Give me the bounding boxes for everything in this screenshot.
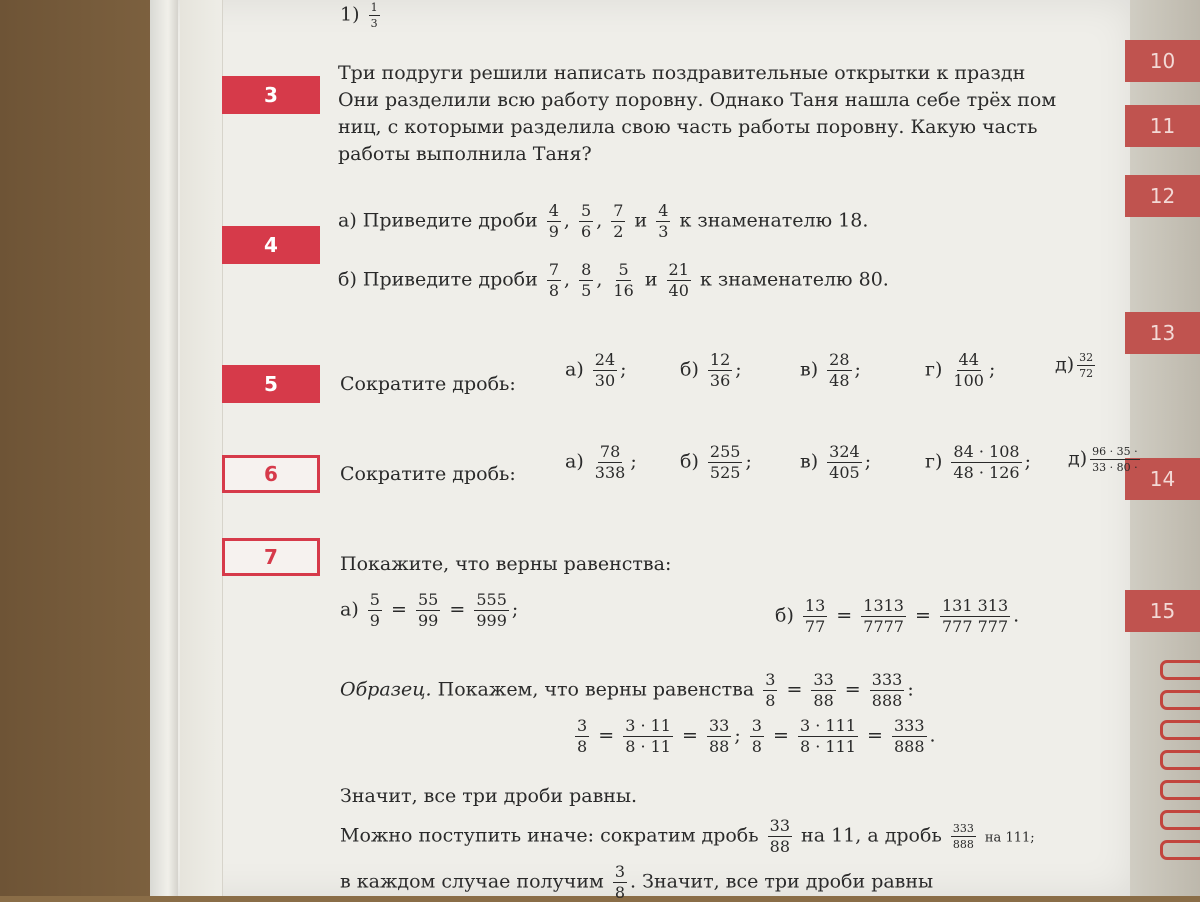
sample-calculation: $\frac{3}{8}$ = $\frac{3 \cdot 11}{8 \cdot 11}$ = $\frac{33}{88}$ ; $\frac{3}{8}$ = $\frac{3 \cdot 111}{8 \cdot 111}$ = $\frac{333}{888}$ . (577, 716, 936, 756)
problem-6-item-c: в) $\frac{324}{405}$ ; (800, 442, 872, 482)
problem-5-item-c: в) $\frac{28}{48}$ ; (800, 350, 861, 390)
page-margin (180, 0, 223, 896)
fraction-denominator: 3 (370, 17, 378, 30)
spiral-ring (1160, 840, 1200, 860)
side-tab-11: 11 (1125, 105, 1200, 147)
spiral-ring (1160, 720, 1200, 740)
problem-number-4: 4 (222, 226, 320, 264)
problem-3-line-2: Они разделили всю работу поровну. Однако Таня нашла себе трёх пом (338, 89, 1057, 111)
problem-5-item-b: б) $\frac{12}{36}$ ; (680, 350, 742, 390)
problem-4b: б) Приведите дроби $\frac{7}{8}$ , $\frac{8}{5}$ , $\frac{5}{16}$ и $\frac{21}{40}$ к знаменателю 80. (338, 260, 889, 300)
problem-number-5: 5 (222, 365, 320, 403)
spiral-ring (1160, 810, 1200, 830)
previous-answer-line: 1) $\frac{1}{3}$ (340, 1, 378, 30)
problem-5-item-e: д) $\frac{32}{72}$ (1055, 351, 1094, 380)
problem-6-item-e: д) $\frac{96 \cdot 35 \cdot}{33 \cdot 80 \cdot}$ (1068, 445, 1138, 474)
side-tab-12: 12 (1125, 175, 1200, 217)
side-tab-10: 10 (1125, 40, 1200, 82)
spiral-ring (1160, 690, 1200, 710)
problem-6-item-a: а) $\frac{78}{338}$ ; (565, 442, 637, 482)
fraction-numerator: 1 (370, 1, 378, 14)
problem-7b: б) $\frac{13}{77}$ = $\frac{1313}{7777}$ = $\frac{131 313}{777 777}$ . (775, 596, 1020, 636)
final-line: в каждом случае получим $\frac{3}{8}$ . Значит, все три дроби равны (340, 862, 934, 902)
alternative-method-line: Можно поступить иначе: сократим дробь $\frac{33}{88}$ на 11, а дробь $\frac{333}{888}$ на 111; (340, 816, 1035, 856)
problem-number-3: 3 (222, 76, 320, 114)
problem-4a: а) Приведите дроби $\frac{4}{9}$ , $\frac{5}{6}$ , $\frac{7}{2}$ и $\frac{4}{3}$ к знаменателю 18. (338, 201, 869, 241)
problem-number-7: 7 (222, 538, 320, 576)
problem-number-6: 6 (222, 455, 320, 493)
side-tab-14: 14 (1125, 458, 1200, 500)
problem-6-item-d: г) $\frac{84 \cdot 108}{48 \cdot 126}$ ; (925, 442, 1031, 482)
conclusion-line: Значит, все три дроби равны. (340, 785, 638, 807)
problem-7a: а) $\frac{5}{9}$ = $\frac{55}{99}$ = $\frac{555}{999}$ ; (340, 590, 519, 630)
problem-3-line-3: ниц, с которыми разделила свою часть работы поровну. Какую часть (338, 116, 1038, 138)
problem-3-line-1: Три подруги решили написать поздравительные открытки к праздн (338, 62, 1026, 84)
side-tab-15: 15 (1125, 590, 1200, 632)
spiral-ring (1160, 750, 1200, 770)
side-tab-13: 13 (1125, 312, 1200, 354)
sample-line: Образец. Покажем, что верны равенства $\frac{3}{8}$ = $\frac{33}{88}$ = $\frac{333}{888}$ : (340, 670, 914, 710)
plastic-sleeve-edge (150, 0, 181, 896)
problem-6-item-b: б) $\frac{255}{525}$ ; (680, 442, 752, 482)
problem-3-line-4: работы выполнила Таня? (338, 143, 592, 165)
spiral-ring (1160, 780, 1200, 800)
problem-5-item-d: г) $\frac{44}{100}$ ; (925, 350, 996, 390)
problem-6-label: Сократите дробь: (340, 463, 516, 485)
spiral-ring (1160, 660, 1200, 680)
problem-7-heading: Покажите, что верны равенства: (340, 553, 672, 575)
problem-5-label: Сократите дробь: (340, 373, 516, 395)
problem-5-item-a: а) $\frac{24}{30}$ ; (565, 350, 627, 390)
